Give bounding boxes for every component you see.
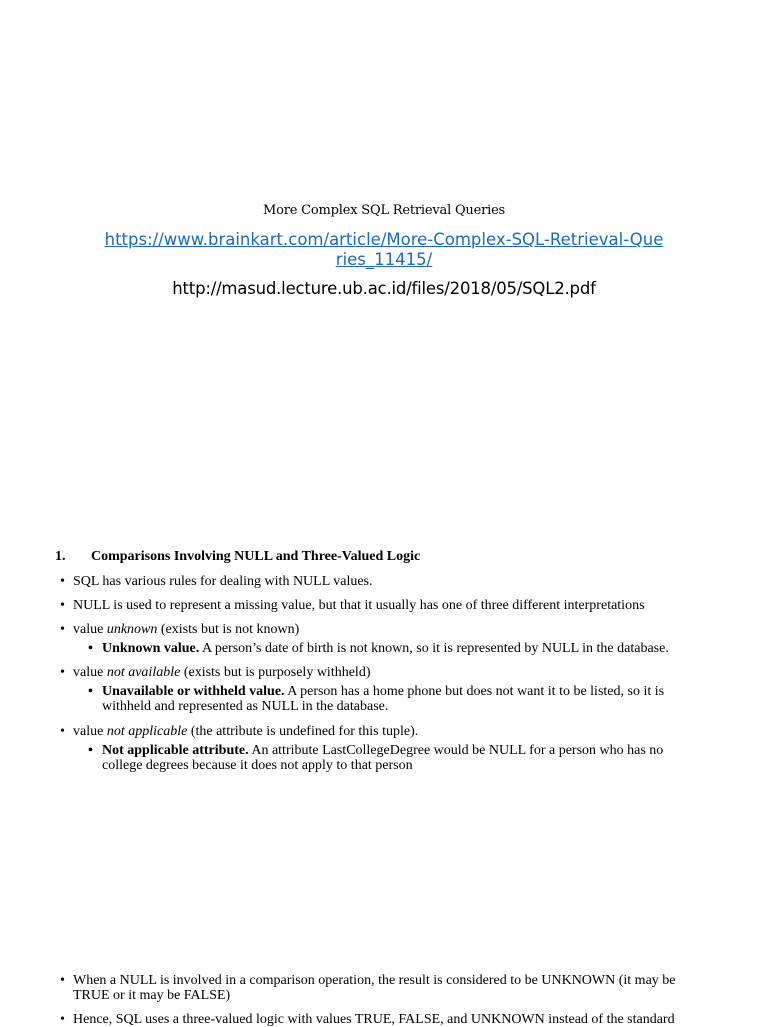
section-heading <box>55 549 420 565</box>
list-item-text: When a NULL is involved in a comparison operation, the result is considered to be UNKNOWN (it may be TRUE or it may be FALSE) <box>73 973 676 1003</box>
list-item <box>60 1012 690 1027</box>
sub-list-item-term: Unavailable or withheld value. <box>102 684 285 699</box>
list-item-text: Hence, SQL uses a three-valued logic with values TRUE, FALSE, and UNKNOWN instead of the standard <box>73 1012 675 1027</box>
section-number: 1. <box>55 549 66 564</box>
document-title: More Complex SQL Retrieval Queries <box>262 203 506 218</box>
list-item <box>60 574 690 589</box>
section-heading-text: Comparisons Involving NULL and Three-Valued Logic <box>91 549 421 564</box>
list-item-text: NULL is used to represent a missing value, but that it usually has one of three different interpretations <box>73 598 645 613</box>
list-item-prefix: value <box>73 665 107 680</box>
list-item <box>60 973 690 1003</box>
list-item-prefix: value <box>73 724 107 739</box>
sub-list-item-text: An attribute LastCollegeDegree would be NULL for a person who has no college degrees because it does not apply to that person <box>102 743 664 773</box>
list-item-suffix: (the attribute is undefined for this tuple). <box>187 724 419 739</box>
sub-list-item-term: Unknown value. <box>102 641 200 656</box>
list-item <box>60 622 690 637</box>
list-item-text: SQL has various rules for dealing with NULL values. <box>73 574 373 589</box>
sub-list-item <box>88 743 688 773</box>
list-item <box>60 598 690 613</box>
sub-list-item-text: A person’s date of birth is not known, so it is represented by NULL in the database. <box>199 641 669 656</box>
list-item-suffix: (exists but is purposely withheld) <box>180 665 371 680</box>
brainkart-reference-link[interactable]: https://www.brainkart.com/article/More-Complex-SQL-Retrieval-Queries_11415/ <box>104 230 664 269</box>
sub-list-item-term: Not applicable attribute. <box>102 743 249 758</box>
list-item-emphasis: unknown <box>106 622 158 637</box>
sub-list-item-text: A person has a home phone but does not want it to be listed, so it is withheld and represented as NULL in the database. <box>102 684 665 714</box>
list-item-prefix: value <box>73 622 107 637</box>
list-item-emphasis: not available <box>106 665 181 680</box>
list-item-emphasis: not applicable <box>106 724 188 739</box>
list-item <box>60 724 690 739</box>
sub-list-item <box>88 641 688 656</box>
list-item-suffix: (exists but is not known) <box>157 622 300 637</box>
sub-list-item <box>88 684 688 714</box>
list-item <box>60 665 690 680</box>
pdf-reference-text: http://masud.lecture.ub.ac.id/files/2018/05/SQL2.pdf <box>172 279 596 298</box>
